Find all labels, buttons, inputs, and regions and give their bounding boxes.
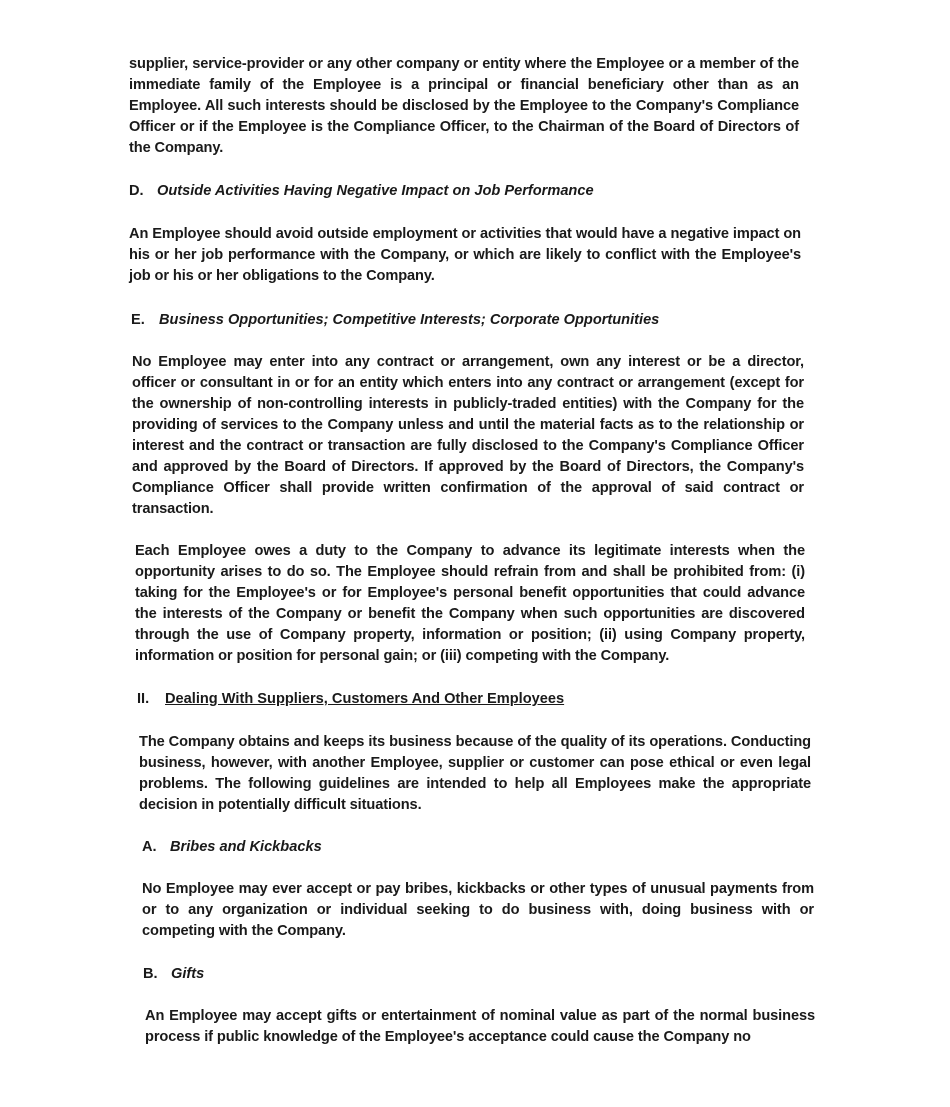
heading-title: Business Opportunities; Competitive Interests; Corporate Opportunities [159,312,660,328]
heading-title: Dealing With Suppliers, Customers And Other Employees [165,691,565,707]
heading-number: D. [129,183,144,199]
heading-section-d [129,181,594,202]
heading-title: Bribes and Kickbacks [170,839,322,855]
paragraph-bribes: No Employee may ever accept or pay bribes, kickbacks or other types of unusual payments from or to any organization or individual seeking to do business with, doing business with or competing with the Company. [142,881,814,939]
paragraph-business-opportunities: No Employee may enter into any contract or arrangement, own any interest or be a director, officer or consultant in or for an entity which enters into any contract or arrangement (except for the ownership of non-controlling interests in publicly-traded entities) with the Company for the providing of services to the Company unless and until the material facts as to the relationship or interest and the contract or transaction are fully disclosed to the Company's Compliance Officer and approved by the Board of Directors. If approved by the Board of Directors, the Company's Compliance Officer shall provide written confirmation of the approval of said contract or transaction. [132,354,804,517]
paragraph-dealing-intro: The Company obtains and keeps its business because of the quality of its operations. Conducting business, however, with another Employee, supplier or customer can pose ethical or even legal problems. The following guidelines are intended to help all Employees make the appropriate decision in potentially difficult situations. [139,734,811,813]
heading-title: Gifts [171,966,205,982]
heading-number: B. [143,966,158,982]
heading-number: II. [137,691,150,707]
heading-number: E. [131,312,145,328]
heading-section-b [143,964,204,985]
heading-section-a [142,837,322,858]
paragraph-gifts: An Employee may accept gifts or entertainment of nominal value as part of the normal business process if public knowledge of the Employee's acceptance could cause the Company no [145,1008,815,1045]
paragraph-conflict-disclosure: supplier, service-provider or any other company or entity where the Employee or a member of the immediate family of the Employee is a principal or financial beneficiary other than as an Employee. All such interests should be disclosed by the Employee to the Company's Compliance Officer or if the Employee is the Compliance Officer, to the Chairman of the Board of Directors of the Company. [129,56,799,156]
heading-number: A. [142,839,157,855]
paragraph-duty-to-company: Each Employee owes a duty to the Company to advance its legitimate interests when the opportunity arises to do so. The Employee should refrain from and shall be prohibited from: (i) taking for the Employee's or for Employee's personal benefit opportunities that could advance the interests of the Company or benefit the Company when such opportunities are discovered through the use of Company property, information or position; (ii) using Company property, information or position for personal gain; or (iii) competing with the Company. [135,543,805,664]
heading-section-ii [137,689,564,710]
heading-title: Outside Activities Having Negative Impact on Job Performance [157,183,594,199]
paragraph-outside-activities: An Employee should avoid outside employment or activities that would have a negative impact on his or her job performance with the Company, or which are likely to conflict with the Employee's job or his or her obligations to the Company. [129,226,801,284]
heading-section-e [131,310,659,331]
